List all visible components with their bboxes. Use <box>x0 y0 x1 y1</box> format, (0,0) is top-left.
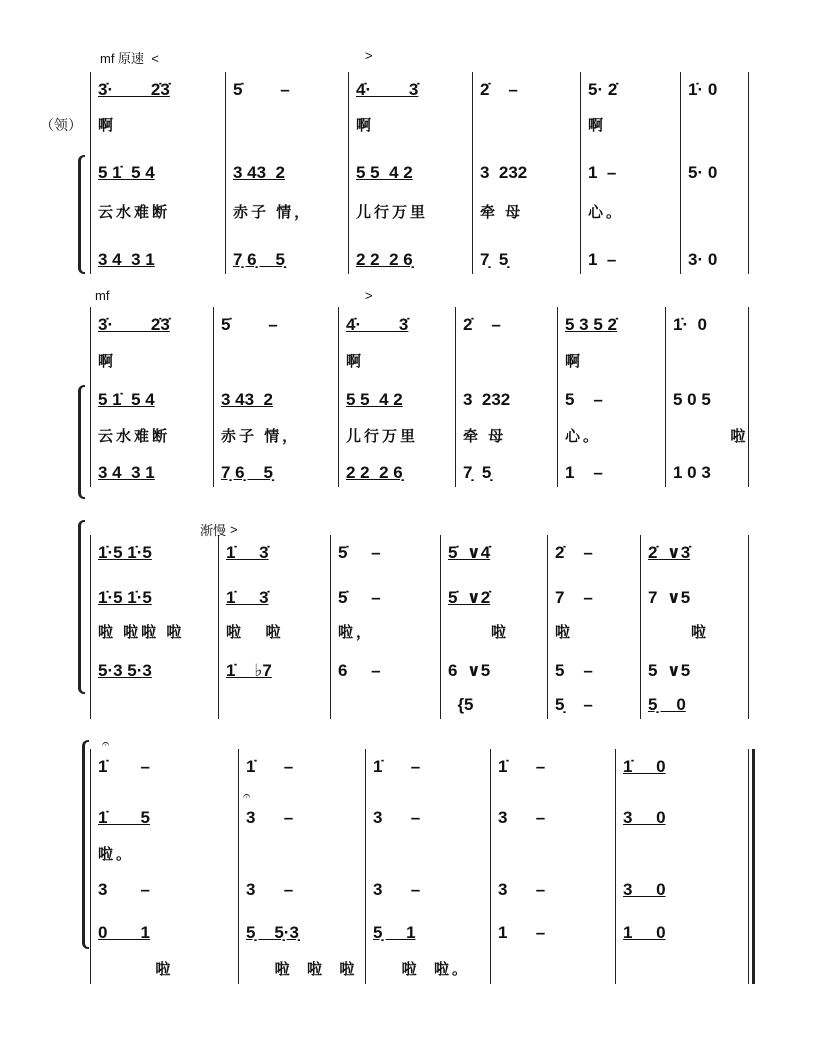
note-group: 3 0 <box>623 880 666 899</box>
barline <box>748 535 749 719</box>
system-brace <box>78 385 85 499</box>
barline <box>680 72 681 274</box>
note-group: 6 – <box>338 661 381 680</box>
note-group: 5 0 5 <box>673 390 711 409</box>
note-group: 5 ∨5 <box>648 661 691 680</box>
note-group: 3 – <box>98 880 150 899</box>
hairpin-mark: > <box>365 288 373 303</box>
dynamic-mark: 渐慢 <box>200 523 227 538</box>
barline <box>472 72 473 274</box>
note-group: 1̇· 0 <box>688 80 718 99</box>
note-group: 1̇ 3̇ <box>226 543 269 562</box>
note-group: 5̇ ∨4̇ <box>448 543 491 562</box>
note-group: 5 5 4 2 <box>346 390 403 409</box>
note-group: 3 4 3 1 <box>98 250 155 269</box>
note-group: 5̇ – <box>233 80 290 99</box>
note-group: 2 2 2 6̣ <box>356 250 413 269</box>
note-group: 2 2 2 6̣ <box>346 463 403 482</box>
barline <box>455 307 456 487</box>
lyric-text: 啦 <box>648 624 710 641</box>
barline <box>748 307 749 487</box>
note-group: 5 1̇ 5 4 <box>98 390 155 409</box>
note-group: 3 43 2 <box>221 390 273 409</box>
system-brace <box>78 520 85 694</box>
lyric-text: 儿行万里 <box>356 204 429 221</box>
note-group: 5̣ 5̣·3̣ <box>246 923 299 942</box>
lyric-text: 云水难断 <box>98 204 171 221</box>
barline <box>90 307 91 487</box>
note-group: {5 <box>448 695 474 714</box>
barline <box>748 72 749 274</box>
note-group: 5 – <box>565 390 603 409</box>
barline <box>365 749 366 984</box>
lyric-text: 啊 <box>98 353 117 370</box>
note-group: 2̇ – <box>555 543 593 562</box>
barline <box>218 535 219 719</box>
note-group: 0 1 <box>98 923 150 942</box>
note-group: 6 ∨5 <box>448 661 491 680</box>
note-group: 7̣ 6̣ 5̣ <box>221 463 273 482</box>
lyric-text: 心。 <box>565 428 602 445</box>
note-group: 5 – <box>555 661 593 680</box>
note-group: 7 ∨5 <box>648 588 691 607</box>
note-group: 3 4 3 1 <box>98 463 155 482</box>
lyric-text: 心。 <box>588 204 625 221</box>
note-group: 1̇ – <box>98 757 150 776</box>
note-group: 3 – <box>373 880 421 899</box>
note-group: 5̇ – <box>338 543 381 562</box>
note-group: 4̇· 3̇ <box>356 80 419 99</box>
lyric-text: 啦， <box>338 624 375 641</box>
note-group: 3 232 <box>463 390 511 409</box>
note-group: 2̇ – <box>463 315 501 334</box>
note-group: 3̇· 2̇3̇ <box>98 315 170 334</box>
lyric-text: 啦 啦 <box>226 624 284 641</box>
barline <box>615 749 616 984</box>
final-barline <box>752 749 755 984</box>
lyric-text: 啦 啦 啦 <box>246 961 358 978</box>
note-group: 3̇· 2̇3̇ <box>98 80 170 99</box>
barline <box>213 307 214 487</box>
note-group: 1 0 <box>623 923 666 942</box>
barline <box>440 535 441 719</box>
lyric-text: 啊 <box>565 353 584 370</box>
lyric-text: 啊 <box>588 117 607 134</box>
note-group: 5· 0 <box>688 163 718 182</box>
lyric-text: 云水难断 <box>98 428 171 445</box>
note-group: 1̇·5 1̇·5 <box>98 543 152 562</box>
note-group: 5̇ ∨2̇ <box>448 588 491 607</box>
hairpin-mark: 𝄐 <box>243 788 251 803</box>
note-group: 5 1̇ 5 4 <box>98 163 155 182</box>
note-group: 3 – <box>498 880 546 899</box>
note-group: 1̇ – <box>373 757 421 776</box>
lyric-text: 牵 母 <box>480 204 524 221</box>
note-group: 1̇ 5 <box>98 808 150 827</box>
note-group: 3 232 <box>480 163 528 182</box>
lyric-text: 啦 啦。 <box>373 961 471 978</box>
note-group: 1 – <box>588 163 617 182</box>
barline <box>580 72 581 274</box>
note-group: 5· 2̇ <box>588 80 618 99</box>
note-group: 1 0 3 <box>673 463 711 482</box>
note-group: 1 – <box>498 923 546 942</box>
note-group: 5̇ – <box>221 315 278 334</box>
barline <box>348 72 349 274</box>
note-group: 3 – <box>246 808 294 827</box>
note-group: 3 – <box>498 808 546 827</box>
note-group: 5·3 5·3 <box>98 661 152 680</box>
hairpin-mark: > <box>230 522 238 537</box>
barline <box>665 307 666 487</box>
note-group: 3 0 <box>623 808 666 827</box>
note-group: 5̣ 0 <box>648 695 686 714</box>
note-group: 1̇ 3̇ <box>226 588 269 607</box>
barline <box>557 307 558 487</box>
note-group: 3 43 2 <box>233 163 285 182</box>
note-group: 5 3 5 2̇ <box>565 315 617 334</box>
barline <box>238 749 239 984</box>
system-brace <box>78 155 85 274</box>
note-group: 5̣ 1 <box>373 923 416 942</box>
barline <box>330 535 331 719</box>
note-group: 1̇ – <box>246 757 294 776</box>
barline <box>640 535 641 719</box>
note-group: 1 – <box>565 463 603 482</box>
lyric-text: 啦 <box>98 961 174 978</box>
lyric-text: 牵 母 <box>463 428 507 445</box>
lyric-text: 啊 <box>98 117 117 134</box>
lyric-text: 儿行万里 <box>346 428 419 445</box>
barline <box>490 749 491 984</box>
note-group: 7̣ 5̣ <box>480 250 509 269</box>
note-group: 4̇· 3̇ <box>346 315 409 334</box>
part-label: （领） <box>40 117 82 133</box>
note-group: 1 – <box>588 250 617 269</box>
note-group: 1̇· 0 <box>673 315 708 334</box>
note-group: 3 – <box>246 880 294 899</box>
note-group: 5̇ – <box>338 588 381 607</box>
barline <box>90 535 91 719</box>
note-group: 7 – <box>555 588 593 607</box>
barline <box>90 72 91 274</box>
note-group: 5 5 4 2 <box>356 163 413 182</box>
lyric-text: 赤子 情， <box>221 428 301 445</box>
note-group: 1̇ – <box>498 757 546 776</box>
lyric-text: 啦 啦啦 啦 <box>98 624 185 641</box>
dynamic-mark: mf 原速 < <box>100 51 159 66</box>
hairpin-mark: > <box>365 48 373 63</box>
lyric-text: 啦 <box>673 428 749 445</box>
barline <box>547 535 548 719</box>
lyric-text: 赤子 情， <box>233 204 313 221</box>
lyric-text: 啦 <box>448 624 510 641</box>
note-group: 1̇·5 1̇·5 <box>98 588 152 607</box>
lyric-text: 啊 <box>356 117 375 134</box>
system-brace <box>82 740 89 949</box>
dynamic-mark: 𝄐 <box>102 736 110 751</box>
barline <box>90 749 91 984</box>
note-group: 5̣ – <box>555 695 593 714</box>
barline <box>225 72 226 274</box>
dynamic-mark: mf <box>95 288 110 303</box>
note-group: 3· 0 <box>688 250 718 269</box>
note-group: 1̇ 0 <box>623 757 666 776</box>
lyric-text: 啦 <box>555 624 574 641</box>
note-group: 1̇ ♭7 <box>226 661 272 680</box>
note-group: 7̣ 5̣ <box>463 463 492 482</box>
note-group: 2̇ – <box>480 80 518 99</box>
barline <box>338 307 339 487</box>
note-group: 3 – <box>373 808 421 827</box>
note-group: 7̣ 6̣ 5̣ <box>233 250 285 269</box>
lyric-text: 啦。 <box>98 846 135 863</box>
barline <box>748 749 749 984</box>
lyric-text: 啊 <box>346 353 365 370</box>
note-group: 2̇ ∨3̇ <box>648 543 691 562</box>
